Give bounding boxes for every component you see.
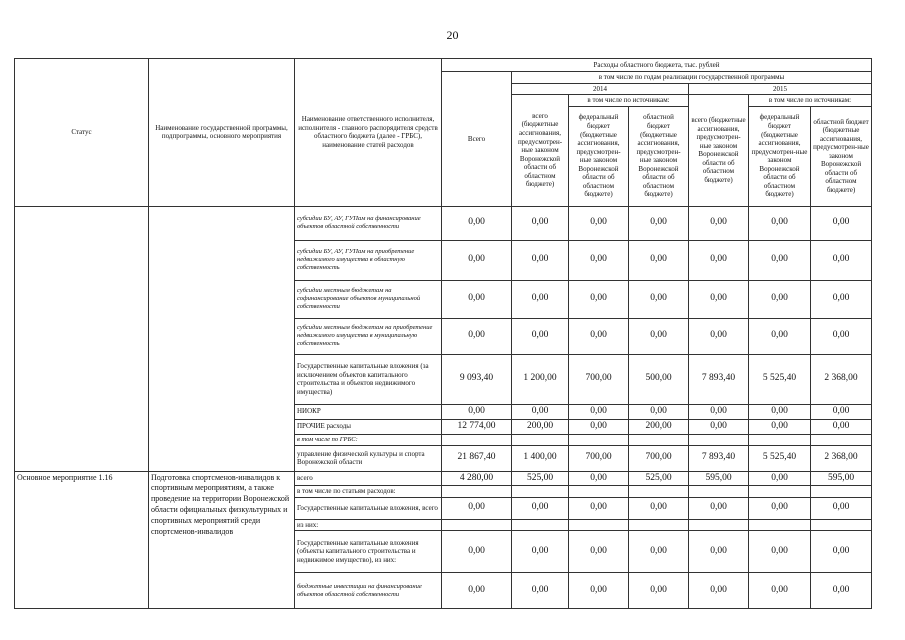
cell-2014-total	[512, 486, 569, 498]
cell-2015-regional: 0,00	[811, 531, 872, 573]
cell-2014-federal: 0,00	[569, 573, 629, 609]
cell-2014-federal	[569, 486, 629, 498]
cell-2015-federal: 0,00	[749, 404, 811, 419]
row-label: Государственные капитальные вложения, всего	[295, 497, 442, 519]
cell-2014-total: 1 400,00	[512, 445, 569, 471]
cell-2015-federal: 0,00	[749, 206, 811, 240]
cell-2014-regional: 0,00	[629, 318, 689, 354]
program-cell-empty	[149, 206, 295, 471]
cell-2015-regional: 0,00	[811, 419, 872, 434]
cell-2014-regional: 0,00	[629, 531, 689, 573]
cell-2014-federal: 0,00	[569, 206, 629, 240]
cell-2015-federal	[749, 486, 811, 498]
cell-2014-regional	[629, 519, 689, 531]
cell-2014-total: 0,00	[512, 573, 569, 609]
row-label: управление физической культуры и спорта Воронежской области	[295, 445, 442, 471]
cell-2015-total: 0,00	[689, 419, 749, 434]
row-label: в том числе по статьям расходов:	[295, 486, 442, 498]
row-label: ПРОЧИЕ расходы	[295, 419, 442, 434]
cell-2015-total: 0,00	[689, 318, 749, 354]
cell-2015-regional: 0,00	[811, 318, 872, 354]
cell-2015-regional	[811, 519, 872, 531]
cell-2015-total: 595,00	[689, 471, 749, 486]
cell-2015-federal: 0,00	[749, 531, 811, 573]
cell-2015-regional: 2 368,00	[811, 354, 872, 404]
header-2015-federal: федеральный бюджет (бюджетные ассигнования, предусмотрен-ные законом Воронежской области об областном бюджете)	[749, 106, 811, 206]
cell-2014-total: 1 200,00	[512, 354, 569, 404]
status-cell-empty	[15, 206, 149, 471]
cell-total: 0,00	[442, 280, 512, 318]
cell-2015-federal: 0,00	[749, 419, 811, 434]
header-total: Всего	[442, 72, 512, 207]
cell-total	[442, 434, 512, 445]
cell-2014-total: 0,00	[512, 497, 569, 519]
cell-2014-federal: 0,00	[569, 471, 629, 486]
cell-2014-total: 0,00	[512, 240, 569, 280]
cell-2015-regional	[811, 486, 872, 498]
header-year-2014: 2014	[512, 83, 689, 95]
cell-total	[442, 486, 512, 498]
row-label: Государственные капитальные вложения (за исключением объектов капитального строительства и объектов недвижимого имущества)	[295, 354, 442, 404]
cell-2015-total: 0,00	[689, 531, 749, 573]
cell-2015-regional: 0,00	[811, 206, 872, 240]
cell-2015-federal: 5 525,40	[749, 354, 811, 404]
cell-2015-total: 0,00	[689, 206, 749, 240]
event-name: Подготовка спортсменов-инвалидов к спортивным мероприятиям, а также проведение на территории Воронежской области официальных физкультурных и спортивных мероприятий среди спортсменов-инвалидов	[149, 471, 295, 609]
cell-2015-federal	[749, 519, 811, 531]
cell-2015-total: 7 893,40	[689, 354, 749, 404]
row-label: в том числе по ГРБС:	[295, 434, 442, 445]
row-label: НИОКР	[295, 404, 442, 419]
cell-total: 0,00	[442, 573, 512, 609]
cell-2015-total	[689, 519, 749, 531]
cell-2014-federal: 700,00	[569, 354, 629, 404]
cell-2014-federal: 0,00	[569, 404, 629, 419]
cell-total: 0,00	[442, 206, 512, 240]
cell-2014-total	[512, 519, 569, 531]
cell-2015-regional: 0,00	[811, 497, 872, 519]
cell-total: 0,00	[442, 404, 512, 419]
header-by-years: в том числе по годам реализации государственной программы	[512, 72, 872, 84]
cell-2014-federal: 0,00	[569, 531, 629, 573]
cell-2014-total: 0,00	[512, 280, 569, 318]
header-2014-federal: федеральный бюджет (бюджетные ассигнования, предусмотрен-ные законом Воронежской области об областном бюджете)	[569, 106, 629, 206]
cell-2014-regional: 500,00	[629, 354, 689, 404]
cell-2014-federal	[569, 519, 629, 531]
cell-2014-regional: 200,00	[629, 419, 689, 434]
cell-2014-total: 525,00	[512, 471, 569, 486]
cell-2015-regional: 0,00	[811, 240, 872, 280]
header-executor: Наименование ответственного исполнителя, исполнителя - главного распорядителя средств областного бюджета (далее - ГРБС), наименование статей расходов	[295, 59, 442, 207]
cell-2015-total: 0,00	[689, 404, 749, 419]
cell-2014-regional: 0,00	[629, 206, 689, 240]
row-label: всего	[295, 471, 442, 486]
cell-2014-total: 0,00	[512, 531, 569, 573]
cell-total: 0,00	[442, 497, 512, 519]
budget-table	[14, 58, 872, 609]
cell-total: 21 867,40	[442, 445, 512, 471]
cell-2014-federal	[569, 434, 629, 445]
cell-total: 12 774,00	[442, 419, 512, 434]
cell-2015-federal: 0,00	[749, 497, 811, 519]
header-2015-sources: в том числе по источникам:	[749, 95, 872, 107]
row-label: субсидии БУ, АУ, ГУПам на приобретение недвижимого имущества в областную собственность	[295, 240, 442, 280]
cell-total: 0,00	[442, 240, 512, 280]
header-2014-total: всего (бюджетные ассигнования, предусмотрен-ные законом Воронежской области об областном бюджете)	[512, 95, 569, 207]
cell-2015-total: 0,00	[689, 573, 749, 609]
cell-2015-total: 0,00	[689, 280, 749, 318]
cell-2015-federal: 0,00	[749, 280, 811, 318]
cell-2014-total: 200,00	[512, 419, 569, 434]
row-label: субсидии местным бюджетам на приобретение недвижимого имущества в муниципальную собственность	[295, 318, 442, 354]
row-label: из них:	[295, 519, 442, 531]
table-row	[15, 471, 872, 486]
cell-2014-total	[512, 434, 569, 445]
cell-2015-total: 7 893,40	[689, 445, 749, 471]
cell-2015-federal: 0,00	[749, 471, 811, 486]
header-year-2015: 2015	[689, 83, 872, 95]
cell-total: 4 280,00	[442, 471, 512, 486]
table-row	[15, 206, 872, 240]
cell-2015-regional: 0,00	[811, 404, 872, 419]
cell-2014-total: 0,00	[512, 404, 569, 419]
cell-total: 0,00	[442, 318, 512, 354]
cell-2015-federal: 0,00	[749, 318, 811, 354]
cell-2015-federal: 0,00	[749, 573, 811, 609]
row-label: Государственные капитальные вложения (объекты капитального строительства и недвижимое имущество), из них:	[295, 531, 442, 573]
header-2014-regional: областной бюджет (бюджетные ассигнования, предусмотрен-ные законом Воронежской области об областном бюджете)	[629, 106, 689, 206]
cell-2014-regional	[629, 486, 689, 498]
cell-2014-regional: 700,00	[629, 445, 689, 471]
cell-2015-regional	[811, 434, 872, 445]
cell-2014-federal: 0,00	[569, 497, 629, 519]
cell-2015-regional: 595,00	[811, 471, 872, 486]
event-status: Основное мероприятие 1.16	[15, 471, 149, 609]
cell-2015-federal: 5 525,40	[749, 445, 811, 471]
cell-2015-federal: 0,00	[749, 240, 811, 280]
cell-total	[442, 519, 512, 531]
header-2014-sources: в том числе по источникам:	[569, 95, 689, 107]
cell-2015-federal	[749, 434, 811, 445]
row-label: субсидии местным бюджетам на софинансирование объектов муниципальной собственности	[295, 280, 442, 318]
cell-2014-regional: 0,00	[629, 497, 689, 519]
header-program: Наименование государственной программы, подпрограммы, основного мероприятия	[149, 59, 295, 207]
cell-2014-regional	[629, 434, 689, 445]
cell-2015-regional: 2 368,00	[811, 445, 872, 471]
cell-2014-federal: 0,00	[569, 280, 629, 318]
cell-2014-total: 0,00	[512, 206, 569, 240]
cell-2015-total: 0,00	[689, 240, 749, 280]
header-2015-regional: областной бюджет (бюджетные ассигнования, предусмотрен-ные законом Воронежской области об областном бюджете)	[811, 106, 872, 206]
header-expenses: Расходы областного бюджета, тыс. рублей	[442, 59, 872, 72]
cell-2014-regional: 0,00	[629, 240, 689, 280]
cell-2014-federal: 700,00	[569, 445, 629, 471]
cell-2014-federal: 0,00	[569, 240, 629, 280]
row-label: субсидии БУ, АУ, ГУПам на финансирование объектов областной собственности	[295, 206, 442, 240]
cell-2015-total: 0,00	[689, 497, 749, 519]
cell-2015-total	[689, 486, 749, 498]
cell-2014-regional: 0,00	[629, 573, 689, 609]
row-label: бюджетные инвестиции на финансирование объектов областной собственности	[295, 573, 442, 609]
cell-2014-regional: 0,00	[629, 280, 689, 318]
cell-total: 0,00	[442, 531, 512, 573]
cell-2014-federal: 0,00	[569, 318, 629, 354]
cell-2014-regional: 525,00	[629, 471, 689, 486]
cell-2015-regional: 0,00	[811, 573, 872, 609]
header-status: Статус	[15, 59, 149, 207]
cell-2014-federal: 0,00	[569, 419, 629, 434]
cell-2014-total: 0,00	[512, 318, 569, 354]
cell-2014-regional: 0,00	[629, 404, 689, 419]
header-2015-total: всего (бюджетные ассигнования, предусмотрен-ные законом Воронежской области об областном бюджете)	[689, 95, 749, 207]
cell-2015-regional: 0,00	[811, 280, 872, 318]
cell-total: 9 093,40	[442, 354, 512, 404]
page-number: 20	[446, 28, 459, 42]
cell-2015-total	[689, 434, 749, 445]
